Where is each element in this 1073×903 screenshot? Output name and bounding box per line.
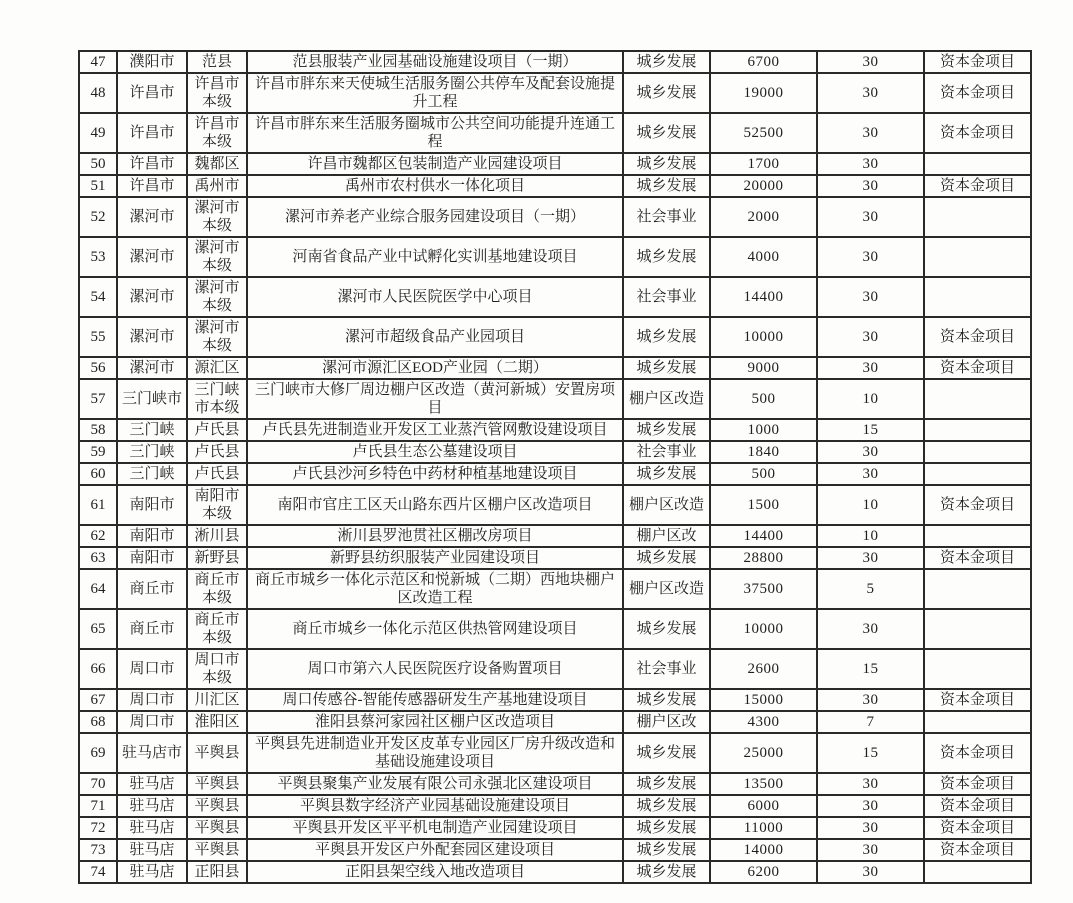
cell-district: 卢氏县 bbox=[187, 463, 247, 485]
cell-city: 漯河市 bbox=[117, 357, 187, 379]
cell-city: 许昌市 bbox=[117, 113, 187, 153]
cell-ratio: 30 bbox=[817, 839, 924, 861]
cell-district: 平舆县 bbox=[187, 817, 247, 839]
table-row bbox=[79, 441, 1031, 463]
cell-amount: 14400 bbox=[710, 525, 817, 547]
cell-city: 三门峡 bbox=[117, 463, 187, 485]
cell-no: 66 bbox=[79, 649, 117, 689]
cell-project: 漯河市人民医院医学中心项目 bbox=[247, 277, 623, 317]
cell-no: 63 bbox=[79, 547, 117, 569]
cell-amount: 14000 bbox=[710, 839, 817, 861]
cell-city: 驻马店 bbox=[117, 861, 187, 883]
table-row bbox=[79, 51, 1031, 73]
cell-no: 67 bbox=[79, 689, 117, 711]
cell-ratio: 30 bbox=[817, 609, 924, 649]
cell-ratio: 15 bbox=[817, 733, 924, 773]
cell-note: 资本金项目 bbox=[924, 547, 1031, 569]
cell-ratio: 10 bbox=[817, 379, 924, 419]
cell-note: 资本金项目 bbox=[924, 317, 1031, 357]
cell-project: 平舆县开发区平平机电制造产业园建设项目 bbox=[247, 817, 623, 839]
cell-district: 正阳县 bbox=[187, 861, 247, 883]
cell-category: 城乡发展 bbox=[623, 861, 710, 883]
cell-project: 禹州市农村供水一体化项目 bbox=[247, 175, 623, 197]
cell-category: 城乡发展 bbox=[623, 419, 710, 441]
cell-ratio: 30 bbox=[817, 73, 924, 113]
cell-project: 许昌市胖东来生活服务圈城市公共空间功能提升连通工程 bbox=[247, 113, 623, 153]
cell-category: 棚户区改造 bbox=[623, 485, 710, 525]
table-row bbox=[79, 711, 1031, 733]
cell-city: 周口市 bbox=[117, 689, 187, 711]
cell-city: 驻马店市 bbox=[117, 733, 187, 773]
cell-category: 社会事业 bbox=[623, 197, 710, 237]
cell-amount: 1840 bbox=[710, 441, 817, 463]
cell-project: 商丘市城乡一体化示范区和悦新城（二期）西地块棚户区改造工程 bbox=[247, 569, 623, 609]
cell-ratio: 30 bbox=[817, 51, 924, 73]
cell-no: 73 bbox=[79, 839, 117, 861]
cell-ratio: 30 bbox=[817, 441, 924, 463]
cell-ratio: 15 bbox=[817, 649, 924, 689]
cell-city: 南阳市 bbox=[117, 547, 187, 569]
cell-project: 漯河市源汇区EOD产业园（二期） bbox=[247, 357, 623, 379]
cell-category: 社会事业 bbox=[623, 277, 710, 317]
cell-category: 棚户区改造 bbox=[623, 569, 710, 609]
table-body bbox=[79, 51, 1031, 883]
table-row bbox=[79, 861, 1031, 883]
cell-district: 许昌市本级 bbox=[187, 73, 247, 113]
cell-note bbox=[924, 441, 1031, 463]
cell-city: 南阳市 bbox=[117, 525, 187, 547]
cell-amount: 2600 bbox=[710, 649, 817, 689]
cell-note bbox=[924, 277, 1031, 317]
cell-no: 54 bbox=[79, 277, 117, 317]
cell-note bbox=[924, 463, 1031, 485]
cell-amount: 1000 bbox=[710, 419, 817, 441]
cell-project: 漯河市超级食品产业园项目 bbox=[247, 317, 623, 357]
cell-category: 城乡发展 bbox=[623, 357, 710, 379]
cell-note: 资本金项目 bbox=[924, 485, 1031, 525]
cell-category: 城乡发展 bbox=[623, 175, 710, 197]
cell-city: 漯河市 bbox=[117, 317, 187, 357]
table-row bbox=[79, 609, 1031, 649]
cell-amount: 4300 bbox=[710, 711, 817, 733]
cell-category: 棚户区改 bbox=[623, 525, 710, 547]
cell-project: 新野县纺织服装产业园建设项目 bbox=[247, 547, 623, 569]
cell-district: 周口市本级 bbox=[187, 649, 247, 689]
cell-city: 漯河市 bbox=[117, 277, 187, 317]
cell-district: 三门峡市本级 bbox=[187, 379, 247, 419]
cell-district: 淮阳区 bbox=[187, 711, 247, 733]
cell-amount: 13500 bbox=[710, 773, 817, 795]
cell-amount: 10000 bbox=[710, 609, 817, 649]
cell-note bbox=[924, 861, 1031, 883]
cell-ratio: 30 bbox=[817, 277, 924, 317]
cell-category: 城乡发展 bbox=[623, 817, 710, 839]
cell-city: 商丘市 bbox=[117, 569, 187, 609]
cell-project: 许昌市魏都区包装制造产业园建设项目 bbox=[247, 153, 623, 175]
cell-amount: 6000 bbox=[710, 795, 817, 817]
cell-ratio: 30 bbox=[817, 153, 924, 175]
cell-project: 南阳市官庄工区天山路东西片区棚户区改造项目 bbox=[247, 485, 623, 525]
cell-district: 平舆县 bbox=[187, 733, 247, 773]
cell-city: 三门峡 bbox=[117, 419, 187, 441]
cell-ratio: 30 bbox=[817, 773, 924, 795]
cell-city: 漯河市 bbox=[117, 237, 187, 277]
table-row bbox=[79, 569, 1031, 609]
cell-city: 南阳市 bbox=[117, 485, 187, 525]
cell-ratio: 30 bbox=[817, 689, 924, 711]
cell-ratio: 30 bbox=[817, 463, 924, 485]
cell-no: 71 bbox=[79, 795, 117, 817]
table-row bbox=[79, 463, 1031, 485]
cell-ratio: 15 bbox=[817, 419, 924, 441]
cell-city: 商丘市 bbox=[117, 609, 187, 649]
cell-no: 74 bbox=[79, 861, 117, 883]
cell-project: 卢氏县先进制造业开发区工业蒸汽管网敷设建设项目 bbox=[247, 419, 623, 441]
table-row bbox=[79, 525, 1031, 547]
cell-category: 城乡发展 bbox=[623, 773, 710, 795]
cell-no: 65 bbox=[79, 609, 117, 649]
cell-city: 许昌市 bbox=[117, 153, 187, 175]
cell-project: 范县服装产业园基础设施建设项目（一期） bbox=[247, 51, 623, 73]
table-row bbox=[79, 379, 1031, 419]
cell-category: 城乡发展 bbox=[623, 317, 710, 357]
cell-ratio: 30 bbox=[817, 317, 924, 357]
cell-district: 商丘市本级 bbox=[187, 609, 247, 649]
cell-ratio: 5 bbox=[817, 569, 924, 609]
cell-project: 三门峡市大修厂周边棚户区改造（黄河新城）安置房项目 bbox=[247, 379, 623, 419]
cell-category: 棚户区改造 bbox=[623, 379, 710, 419]
table-row bbox=[79, 649, 1031, 689]
cell-district: 许昌市本级 bbox=[187, 113, 247, 153]
cell-amount: 14400 bbox=[710, 277, 817, 317]
cell-city: 漯河市 bbox=[117, 197, 187, 237]
cell-project: 河南省食品产业中试孵化实训基地建设项目 bbox=[247, 237, 623, 277]
cell-ratio: 30 bbox=[817, 237, 924, 277]
cell-project: 周口市第六人民医院医疗设备购置项目 bbox=[247, 649, 623, 689]
cell-no: 49 bbox=[79, 113, 117, 153]
table-row bbox=[79, 317, 1031, 357]
cell-amount: 28800 bbox=[710, 547, 817, 569]
table-row bbox=[79, 73, 1031, 113]
cell-category: 社会事业 bbox=[623, 649, 710, 689]
cell-district: 川汇区 bbox=[187, 689, 247, 711]
cell-project: 许昌市胖东来天使城生活服务圈公共停车及配套设施提升工程 bbox=[247, 73, 623, 113]
cell-no: 72 bbox=[79, 817, 117, 839]
cell-district: 淅川县 bbox=[187, 525, 247, 547]
cell-note: 资本金项目 bbox=[924, 51, 1031, 73]
cell-no: 62 bbox=[79, 525, 117, 547]
cell-note bbox=[924, 419, 1031, 441]
cell-no: 56 bbox=[79, 357, 117, 379]
cell-ratio: 30 bbox=[817, 175, 924, 197]
table-row bbox=[79, 773, 1031, 795]
cell-no: 69 bbox=[79, 733, 117, 773]
cell-district: 漯河市本级 bbox=[187, 277, 247, 317]
cell-amount: 1700 bbox=[710, 153, 817, 175]
cell-no: 70 bbox=[79, 773, 117, 795]
cell-no: 57 bbox=[79, 379, 117, 419]
cell-city: 驻马店 bbox=[117, 817, 187, 839]
cell-ratio: 30 bbox=[817, 197, 924, 237]
cell-project: 平舆县开发区户外配套园区建设项目 bbox=[247, 839, 623, 861]
cell-note bbox=[924, 525, 1031, 547]
cell-no: 51 bbox=[79, 175, 117, 197]
cell-project: 周口传感谷-智能传感器研发生产基地建设项目 bbox=[247, 689, 623, 711]
cell-amount: 4000 bbox=[710, 237, 817, 277]
cell-note: 资本金项目 bbox=[924, 73, 1031, 113]
cell-city: 许昌市 bbox=[117, 73, 187, 113]
cell-category: 城乡发展 bbox=[623, 839, 710, 861]
cell-ratio: 30 bbox=[817, 795, 924, 817]
cell-ratio: 10 bbox=[817, 525, 924, 547]
cell-no: 59 bbox=[79, 441, 117, 463]
table-row bbox=[79, 113, 1031, 153]
table-row bbox=[79, 197, 1031, 237]
cell-note bbox=[924, 649, 1031, 689]
table-row bbox=[79, 485, 1031, 525]
cell-district: 源汇区 bbox=[187, 357, 247, 379]
table-row bbox=[79, 547, 1031, 569]
cell-amount: 6200 bbox=[710, 861, 817, 883]
cell-amount: 52500 bbox=[710, 113, 817, 153]
cell-note bbox=[924, 379, 1031, 419]
cell-amount: 6700 bbox=[710, 51, 817, 73]
cell-note: 资本金项目 bbox=[924, 817, 1031, 839]
cell-note bbox=[924, 197, 1031, 237]
cell-district: 平舆县 bbox=[187, 795, 247, 817]
cell-no: 64 bbox=[79, 569, 117, 609]
cell-district: 商丘市本级 bbox=[187, 569, 247, 609]
cell-no: 47 bbox=[79, 51, 117, 73]
cell-amount: 2000 bbox=[710, 197, 817, 237]
cell-no: 48 bbox=[79, 73, 117, 113]
cell-city: 周口市 bbox=[117, 711, 187, 733]
cell-amount: 37500 bbox=[710, 569, 817, 609]
cell-note bbox=[924, 153, 1031, 175]
table-row bbox=[79, 795, 1031, 817]
cell-category: 城乡发展 bbox=[623, 51, 710, 73]
cell-note bbox=[924, 711, 1031, 733]
cell-city: 三门峡市 bbox=[117, 379, 187, 419]
cell-project: 平舆县先进制造业开发区皮革专业园区厂房升级改造和基础设施建设项目 bbox=[247, 733, 623, 773]
cell-city: 驻马店 bbox=[117, 839, 187, 861]
table-row bbox=[79, 839, 1031, 861]
cell-district: 禹州市 bbox=[187, 175, 247, 197]
table-row bbox=[79, 817, 1031, 839]
cell-district: 平舆县 bbox=[187, 839, 247, 861]
cell-note: 资本金项目 bbox=[924, 113, 1031, 153]
table-row bbox=[79, 153, 1031, 175]
cell-district: 范县 bbox=[187, 51, 247, 73]
cell-district: 卢氏县 bbox=[187, 441, 247, 463]
cell-category: 城乡发展 bbox=[623, 733, 710, 773]
cell-city: 许昌市 bbox=[117, 175, 187, 197]
cell-amount: 25000 bbox=[710, 733, 817, 773]
cell-no: 58 bbox=[79, 419, 117, 441]
cell-no: 61 bbox=[79, 485, 117, 525]
cell-district: 漯河市本级 bbox=[187, 317, 247, 357]
cell-amount: 9000 bbox=[710, 357, 817, 379]
cell-district: 魏都区 bbox=[187, 153, 247, 175]
cell-amount: 10000 bbox=[710, 317, 817, 357]
cell-amount: 11000 bbox=[710, 817, 817, 839]
cell-project: 正阳县架空线入地改造项目 bbox=[247, 861, 623, 883]
cell-amount: 19000 bbox=[710, 73, 817, 113]
cell-note bbox=[924, 569, 1031, 609]
table-row bbox=[79, 689, 1031, 711]
cell-district: 平舆县 bbox=[187, 773, 247, 795]
table-row bbox=[79, 237, 1031, 277]
cell-note: 资本金项目 bbox=[924, 733, 1031, 773]
cell-district: 漯河市本级 bbox=[187, 197, 247, 237]
cell-amount: 500 bbox=[710, 379, 817, 419]
cell-district: 南阳市本级 bbox=[187, 485, 247, 525]
cell-no: 52 bbox=[79, 197, 117, 237]
cell-project: 商丘市城乡一体化示范区供热管网建设项目 bbox=[247, 609, 623, 649]
cell-note bbox=[924, 609, 1031, 649]
project-list-table bbox=[78, 50, 1032, 884]
table-row bbox=[79, 357, 1031, 379]
cell-city: 濮阳市 bbox=[117, 51, 187, 73]
cell-district: 新野县 bbox=[187, 547, 247, 569]
cell-ratio: 30 bbox=[817, 357, 924, 379]
cell-category: 城乡发展 bbox=[623, 113, 710, 153]
cell-note: 资本金项目 bbox=[924, 773, 1031, 795]
table-row bbox=[79, 733, 1031, 773]
cell-note: 资本金项目 bbox=[924, 839, 1031, 861]
table-row bbox=[79, 419, 1031, 441]
cell-district: 卢氏县 bbox=[187, 419, 247, 441]
cell-no: 68 bbox=[79, 711, 117, 733]
cell-no: 50 bbox=[79, 153, 117, 175]
cell-note: 资本金项目 bbox=[924, 795, 1031, 817]
cell-city: 三门峡 bbox=[117, 441, 187, 463]
cell-category: 城乡发展 bbox=[623, 463, 710, 485]
cell-category: 城乡发展 bbox=[623, 153, 710, 175]
cell-category: 棚户区改 bbox=[623, 711, 710, 733]
cell-project: 卢氏县生态公墓建设项目 bbox=[247, 441, 623, 463]
cell-category: 城乡发展 bbox=[623, 609, 710, 649]
table-row bbox=[79, 175, 1031, 197]
cell-category: 城乡发展 bbox=[623, 795, 710, 817]
cell-project: 平舆县聚集产业发展有限公司永强北区建设项目 bbox=[247, 773, 623, 795]
cell-city: 驻马店 bbox=[117, 773, 187, 795]
cell-note: 资本金项目 bbox=[924, 689, 1031, 711]
cell-category: 城乡发展 bbox=[623, 237, 710, 277]
cell-city: 周口市 bbox=[117, 649, 187, 689]
table-row bbox=[79, 277, 1031, 317]
cell-district: 漯河市本级 bbox=[187, 237, 247, 277]
cell-project: 淅川县罗池贯社区棚改房项目 bbox=[247, 525, 623, 547]
cell-category: 城乡发展 bbox=[623, 689, 710, 711]
cell-category: 城乡发展 bbox=[623, 547, 710, 569]
cell-category: 城乡发展 bbox=[623, 73, 710, 113]
cell-category: 社会事业 bbox=[623, 441, 710, 463]
cell-no: 55 bbox=[79, 317, 117, 357]
cell-city: 驻马店 bbox=[117, 795, 187, 817]
cell-note: 资本金项目 bbox=[924, 357, 1031, 379]
cell-amount: 500 bbox=[710, 463, 817, 485]
cell-note bbox=[924, 237, 1031, 277]
cell-amount: 1500 bbox=[710, 485, 817, 525]
cell-project: 淮阳县蔡河家园社区棚户区改造项目 bbox=[247, 711, 623, 733]
cell-no: 60 bbox=[79, 463, 117, 485]
cell-no: 53 bbox=[79, 237, 117, 277]
cell-ratio: 30 bbox=[817, 113, 924, 153]
cell-ratio: 10 bbox=[817, 485, 924, 525]
cell-ratio: 30 bbox=[817, 547, 924, 569]
cell-ratio: 7 bbox=[817, 711, 924, 733]
cell-ratio: 30 bbox=[817, 817, 924, 839]
cell-amount: 15000 bbox=[710, 689, 817, 711]
cell-ratio: 30 bbox=[817, 861, 924, 883]
cell-note: 资本金项目 bbox=[924, 175, 1031, 197]
cell-project: 平舆县数字经济产业园基础设施建设项目 bbox=[247, 795, 623, 817]
cell-project: 卢氏县沙河乡特色中药材种植基地建设项目 bbox=[247, 463, 623, 485]
cell-amount: 20000 bbox=[710, 175, 817, 197]
cell-project: 漯河市养老产业综合服务园建设项目（一期） bbox=[247, 197, 623, 237]
